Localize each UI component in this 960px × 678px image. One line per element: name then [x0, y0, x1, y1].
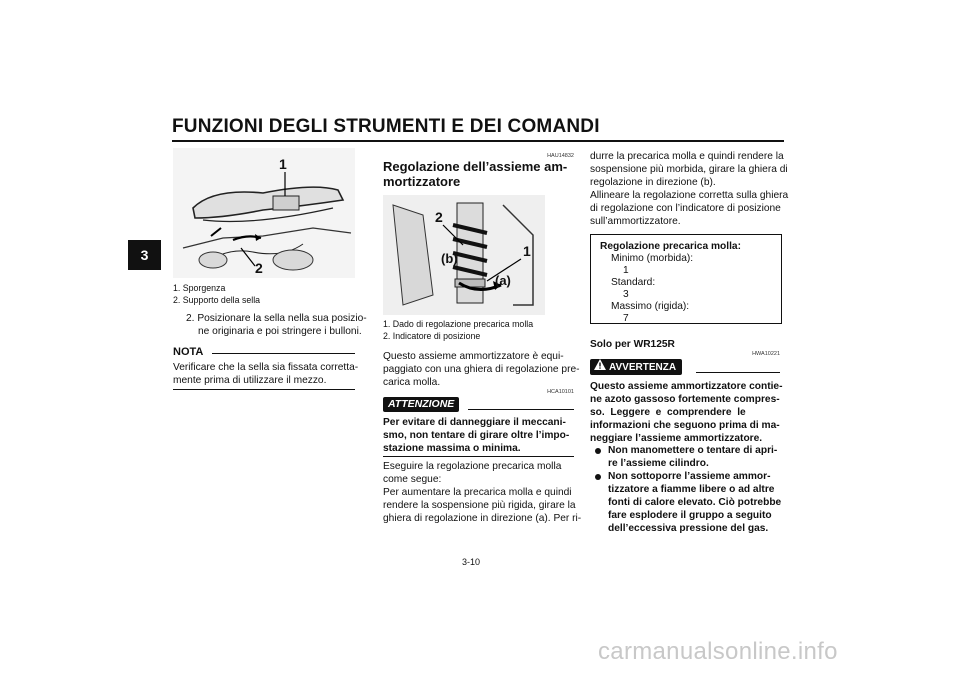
body-text: regolazione in direzione (b). — [590, 177, 716, 188]
spec-value: 7 — [623, 313, 629, 324]
body-text: sospensione più morbida, girare la ghiera di — [590, 164, 788, 175]
bullet-icon — [595, 448, 601, 454]
reference-code: HCA10101 — [547, 389, 574, 395]
body-text: Eseguire la regolazione precarica molla — [383, 461, 562, 472]
figure-label: 2 — [435, 209, 443, 225]
body-text: ghiera di regolazione in direzione (a). Per ri- — [383, 513, 582, 524]
warning-text: Questo assieme ammortizzatore contie- — [590, 381, 783, 392]
caution-rule — [468, 409, 574, 410]
bullet-text: tizzatore a fiamme libere o ad altre — [608, 484, 775, 495]
bullet-text: dell’eccessiva pressione del gas. — [608, 523, 769, 534]
warning-text: ne azoto gassoso fortemente compres- — [590, 394, 780, 405]
spec-title: Regolazione precarica molla: — [600, 241, 741, 252]
warning-triangle-icon — [594, 359, 606, 376]
figure-label: (a) — [495, 273, 511, 288]
bullet-icon — [595, 474, 601, 480]
spec-value: 1 — [623, 265, 629, 276]
shock-figure — [383, 195, 545, 315]
bullet-text: Non manomettere o tentare di apri- — [608, 445, 778, 456]
note-label: NOTA — [173, 346, 204, 358]
bullet-text: re l’assieme cilindro. — [608, 458, 709, 469]
figure-caption: 1. Sporgenza — [173, 283, 226, 293]
body-text: rendere la sospensione più rigida, girare la — [383, 500, 576, 511]
warning-text: neggiare l’assieme ammortizzatore. — [590, 433, 763, 444]
model-heading: Solo per WR125R — [590, 339, 675, 350]
note-text: Verificare che la sella sia fissata corretta- — [173, 362, 359, 373]
spec-label: Massimo (rigida): — [611, 301, 690, 312]
figure-label: 2 — [255, 260, 263, 276]
body-text: come segue: — [383, 474, 442, 485]
step-text: 2. Posizionare la sella nella sua posizio- — [186, 313, 367, 324]
warning-text: informazioni che seguono prima di ma- — [590, 420, 780, 431]
spec-value: 3 — [623, 289, 629, 300]
figure-label: 1 — [523, 243, 531, 259]
caution-badge: ATTENZIONE — [383, 397, 459, 412]
bullet-text: Non sottoporre l’assieme ammor- — [608, 471, 771, 482]
warning-label: AVVERTENZA — [609, 362, 677, 374]
figure-caption: 1. Dado di regolazione precarica molla — [383, 319, 534, 329]
body-text: durre la precarica molla e quindi rendere la — [590, 151, 784, 162]
note-rule — [212, 353, 355, 354]
caution-text: stazione massima o minima. — [383, 443, 521, 454]
title-rule — [172, 140, 784, 142]
caution-text: Per evitare di danneggiare il meccani- — [383, 417, 566, 428]
warning-badge — [590, 359, 682, 375]
intro-text: Questo assieme ammortizzatore è equi- — [383, 351, 564, 362]
warning-text: so. Leggere e comprendere le — [590, 407, 746, 418]
figure-caption: 2. Indicatore di posizione — [383, 331, 481, 341]
page-title: FUNZIONI DEGLI STRUMENTI E DEI COMANDI — [172, 116, 600, 137]
body-text: di regolazione con l’indicatore di posizione — [590, 203, 781, 214]
seat-illustration — [173, 148, 355, 278]
figure-label: 1 — [279, 156, 287, 172]
seat-figure — [173, 148, 355, 278]
note-rule — [173, 389, 355, 390]
body-text: sull’ammortizzatore. — [590, 216, 681, 227]
body-text: Allineare la regolazione corretta sulla ghiera — [590, 190, 789, 201]
note-text: mente prima di utilizzare il mezzo. — [173, 375, 327, 386]
shock-illustration — [383, 195, 545, 315]
step-text: ne originaria e poi stringere i bulloni. — [198, 326, 362, 337]
bullet-text: fare esplodere il gruppo a seguito — [608, 510, 772, 521]
spec-label: Minimo (morbida): — [611, 253, 694, 264]
section-tab: 3 — [128, 240, 161, 270]
caution-text: smo, non tentare di girare oltre l’impo- — [383, 430, 570, 441]
page-number: 3-10 — [462, 557, 481, 567]
warning-rule — [696, 372, 780, 373]
intro-text: carica molla. — [383, 377, 441, 388]
figure-label: (b) — [441, 251, 458, 266]
reference-code: HAU14832 — [547, 153, 574, 159]
bullet-text: fonti di calore elevato. Ciò potrebbe — [608, 497, 782, 508]
spec-box — [590, 234, 782, 324]
intro-text: paggiato con una ghiera di regolazione pre- — [383, 364, 580, 375]
figure-caption: 2. Supporto della sella — [173, 295, 261, 305]
body-text: Per aumentare la precarica molla e quindi — [383, 487, 572, 498]
spec-label: Standard: — [611, 277, 656, 288]
reference-code: HWA10221 — [752, 351, 780, 357]
watermark: carmanualsonline.info — [598, 638, 838, 665]
section-heading: mortizzatore — [383, 174, 461, 189]
section-heading: Regolazione dell’assieme am- — [383, 159, 568, 174]
caution-rule — [383, 456, 574, 457]
